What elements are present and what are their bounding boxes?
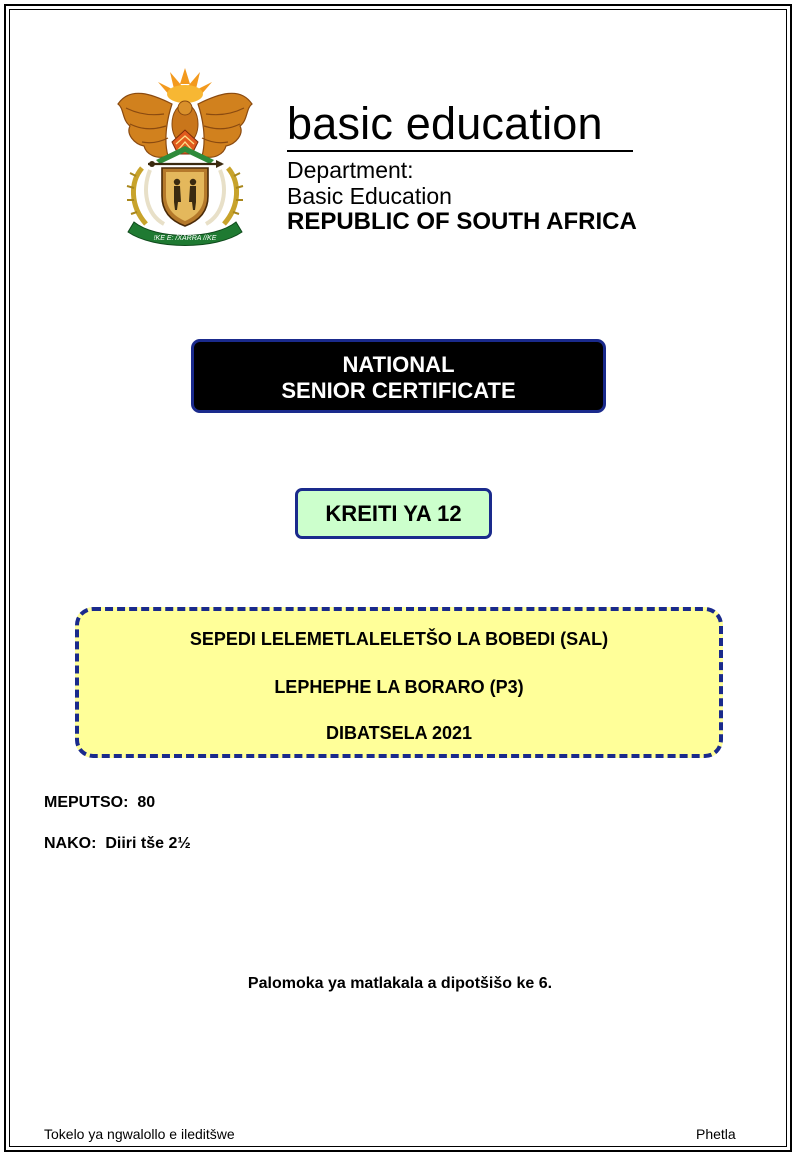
page-count-note: Palomoka ya matlakala a dipotšišo ke 6. [247, 975, 553, 992]
turn-over-label: Phetla [696, 1126, 736, 1142]
sun-icon [158, 68, 212, 103]
marks-info: MEPUTSO: 80 [44, 794, 156, 811]
subject-box [75, 607, 723, 758]
certificate-title-line1: NATIONAL [342, 352, 455, 377]
coat-of-arms-logo [112, 64, 258, 246]
department-label: Department: [287, 157, 414, 183]
brand-name: basic education [287, 98, 603, 149]
certificate-title-box [191, 339, 606, 413]
exam-session: DIBATSELA 2021 [325, 723, 473, 743]
certificate-title-line2: SENIOR CERTIFICATE [281, 378, 516, 403]
copyright-notice: Tokelo ya ngwalollo e ileditšwe [44, 1126, 235, 1142]
subject-name: SEPEDI LELEMETLALELETŠO LA BOBEDI (SAL) [189, 629, 609, 649]
grade-box [295, 488, 492, 539]
paper-name: LEPHEPHE LA BORARO (P3) [274, 677, 524, 697]
time-info: NAKO: Diiri tše 2½ [44, 835, 191, 852]
brand-block [287, 98, 637, 235]
brand-rule [287, 150, 633, 152]
grade-label: KREITI YA 12 [325, 501, 462, 526]
svg-text:!KE E: /XARRA //KE: !KE E: /XARRA //KE [153, 235, 217, 242]
department-name: Basic Education [287, 183, 452, 209]
country-name: REPUBLIC OF SOUTH AFRICA [287, 208, 637, 235]
